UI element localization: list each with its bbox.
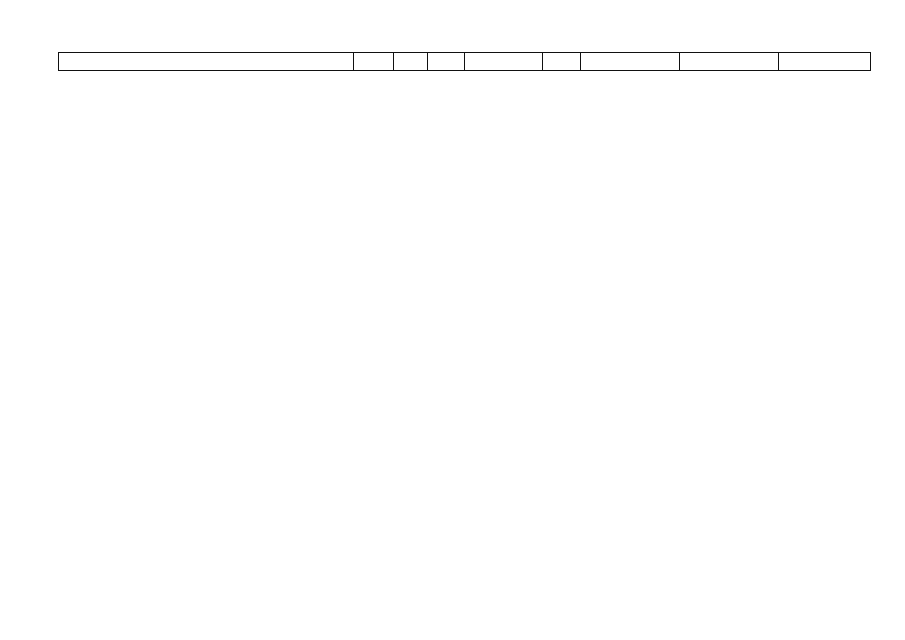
header-rz xyxy=(393,53,427,70)
header-2016 xyxy=(679,53,778,70)
header-csr xyxy=(464,53,542,70)
header-ved xyxy=(353,53,393,70)
header-pr xyxy=(427,53,464,70)
header-2017 xyxy=(778,53,870,70)
header-name xyxy=(59,53,353,70)
table-header xyxy=(58,52,871,71)
header-vr xyxy=(542,53,580,70)
header-2015 xyxy=(580,53,679,70)
